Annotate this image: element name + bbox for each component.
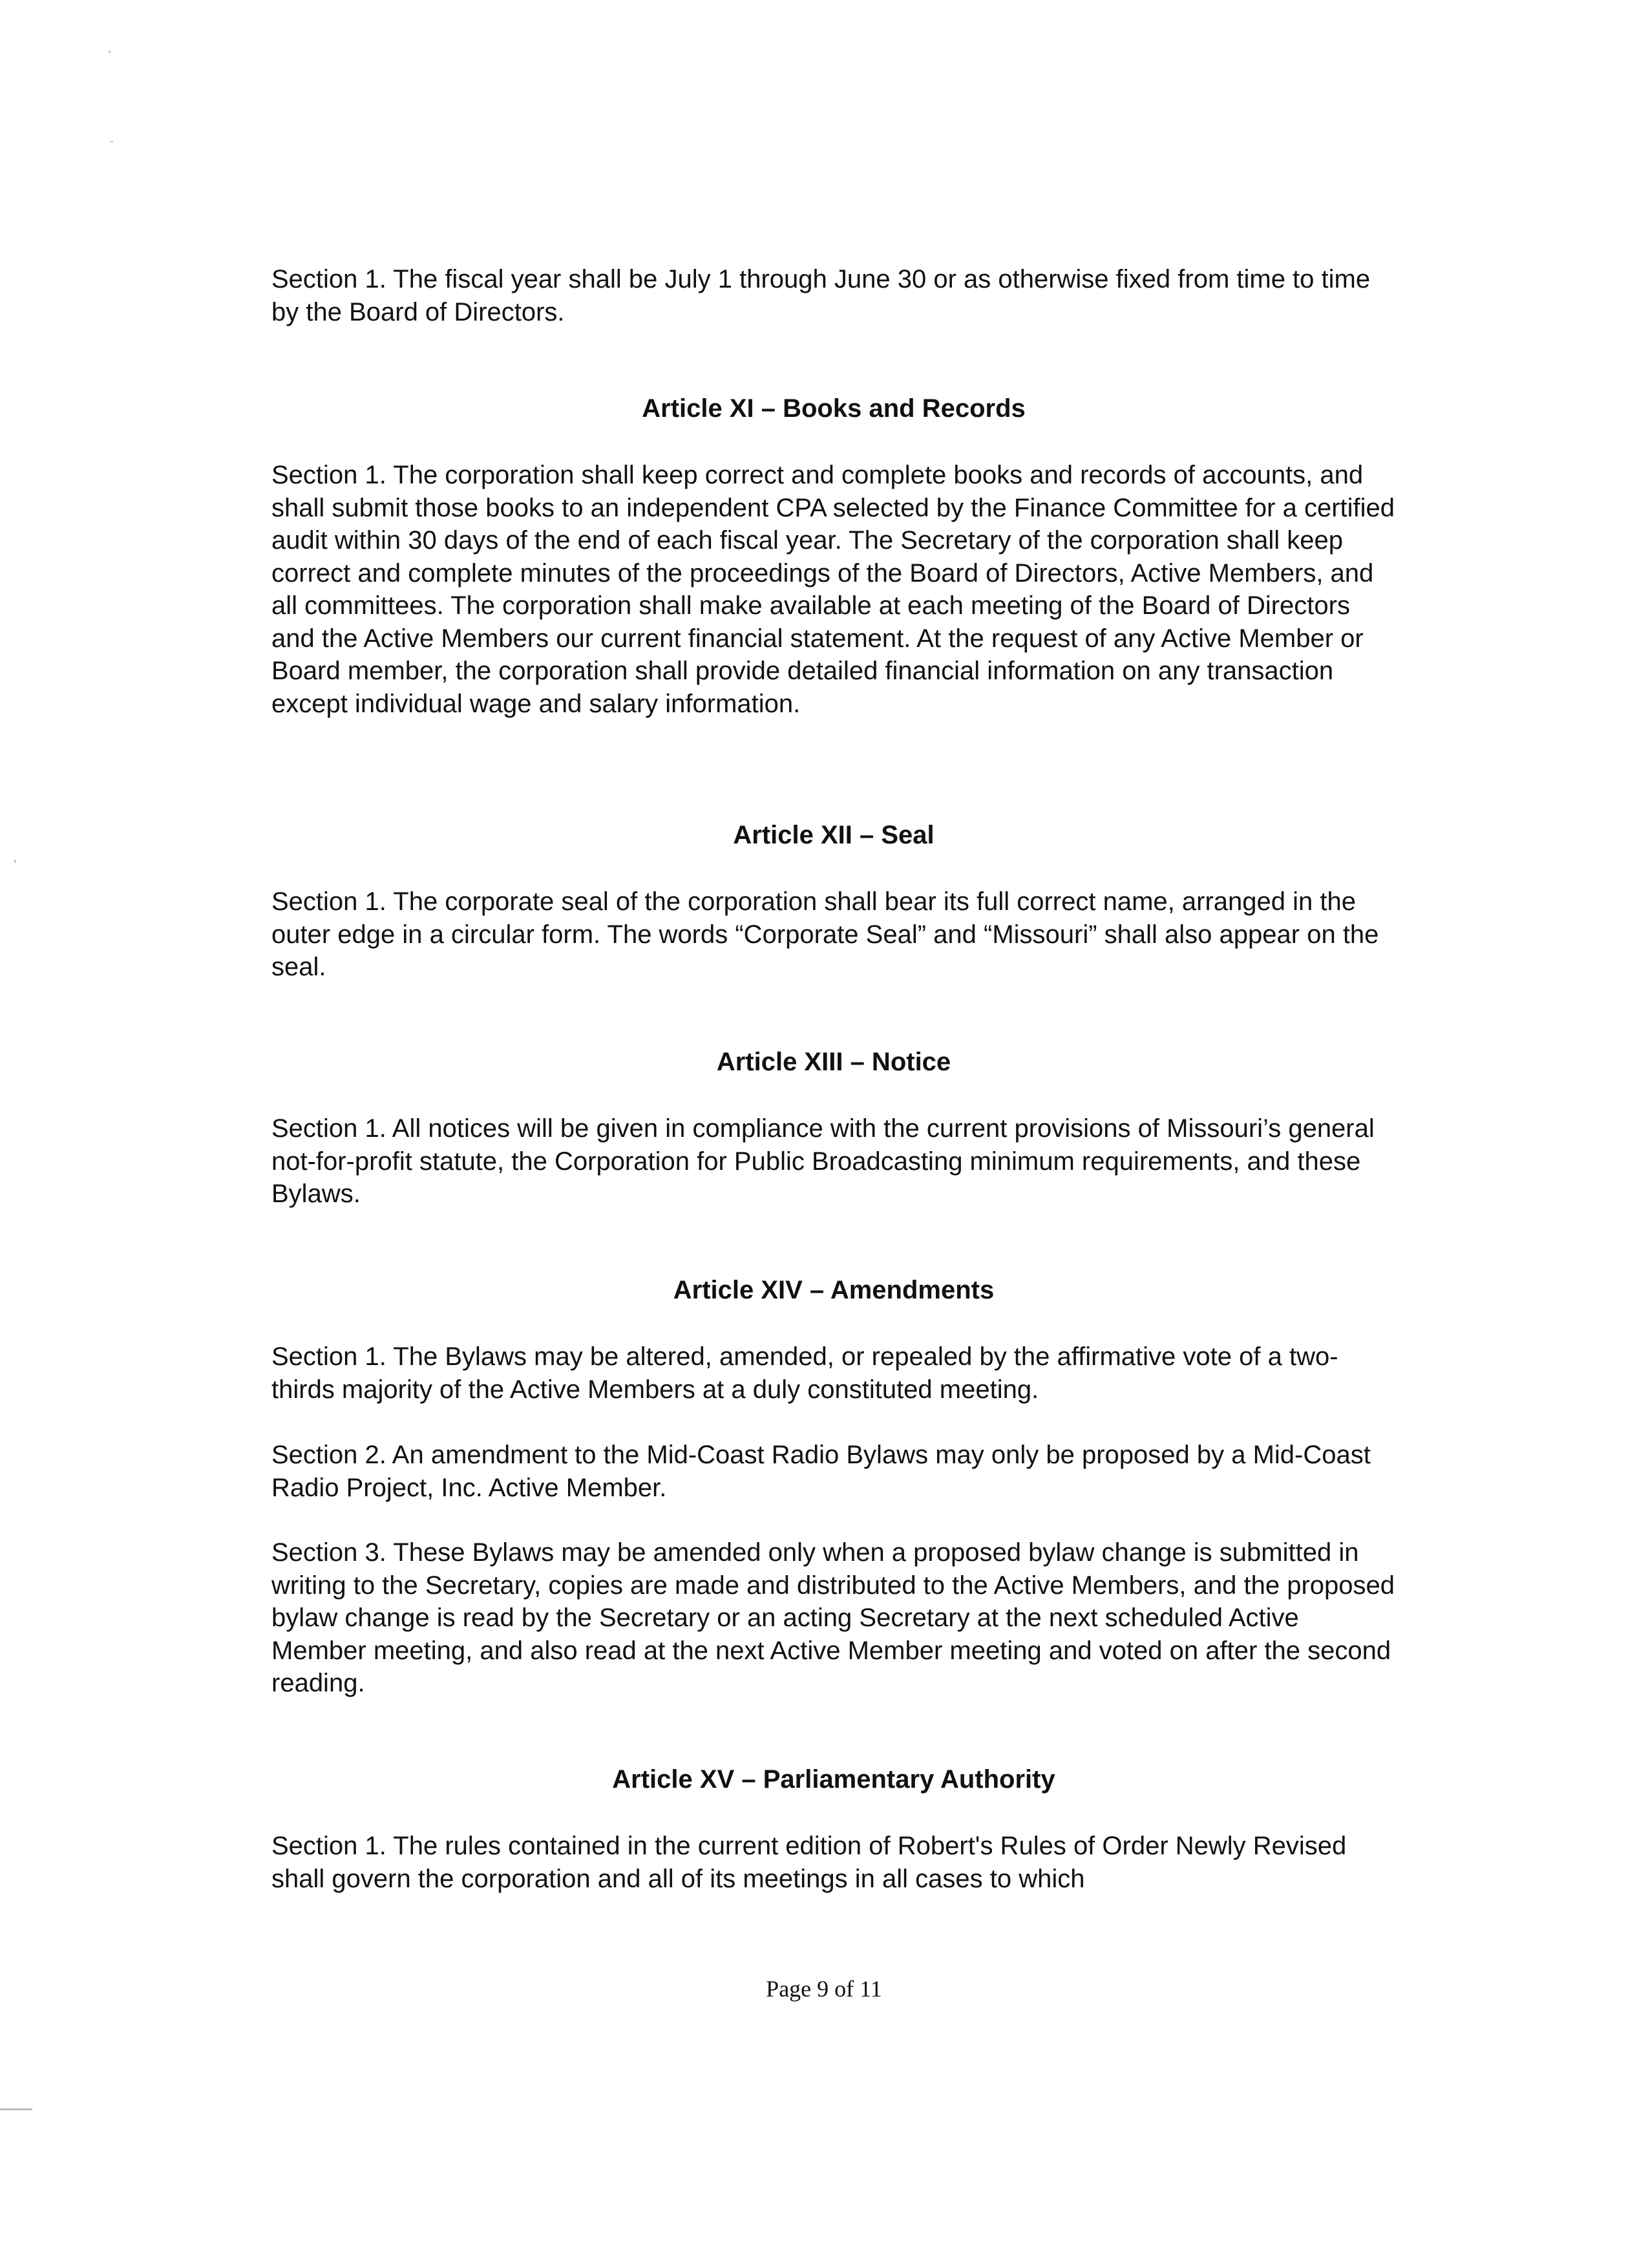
paragraph-article-xii-section-1: Section 1. The corporate seal of the corporation shall bear its full correct name, arranged in the outer edge in a circular form. The words “Corporate Seal” and “Missouri” shall also appear on the seal. bbox=[271, 887, 1379, 981]
heading-article-xiii: Article XIII – Notice bbox=[716, 1048, 951, 1076]
scan-edge-mark bbox=[0, 2108, 32, 2110]
paragraph-article-xiv-section-2: Section 2. An amendment to the Mid-Coast Radio Bylaws may only be proposed by a Mid-Coast Radio Project, Inc. Active Member. bbox=[271, 1441, 1371, 1502]
paragraph-article-xi-section-1: Section 1. The corporation shall keep correct and complete books and records of accounts, and shall submit those books to an independent CPA selected by the Finance Committee for a certified audit within 30 days of the end of each fiscal year. The Secretary of the corporation shall keep correct and complete minutes of the proceedings of the Board of Directors, Active Members, and all committees. The corporation shall make available at each meeting of the Board of Directors and the Active Members our current financial statement. At the request of any Active Member or Board member, the corporation shall provide detailed financial information on any transaction except individual wage and salary information. bbox=[271, 461, 1395, 718]
paragraph-article-xiv-section-1: Section 1. The Bylaws may be altered, amended, or repealed by the affirmative vote of a two-thirds majority of the Active Members at a duly constituted meeting. bbox=[271, 1342, 1338, 1404]
scan-speck bbox=[110, 141, 113, 142]
paragraph-article-xiii-section-1: Section 1. All notices will be given in compliance with the current provisions of Missouri’s general not-for-profit statute, the Corporation for Public Broadcasting minimum requirements, and these Bylaws. bbox=[271, 1114, 1375, 1208]
page-number-footer: Page 9 of 11 bbox=[766, 1976, 882, 2002]
heading-article-xi: Article XI – Books and Records bbox=[642, 394, 1026, 423]
paragraph-fiscal-year-section-1: Section 1. The fiscal year shall be July 1 through June 30 or as otherwise fixed from time to time by the Board of Directors. bbox=[271, 265, 1371, 326]
paragraph-article-xiv-section-3: Section 3. These Bylaws may be amended only when a proposed bylaw change is submitted in writing to the Secretary, copies are made and distributed to the Active Members, and the proposed bylaw change is read by the Secretary or an acting Secretary at the next scheduled Active Member meeting, and also read at the next Active Member meeting and voted on after the second reading. bbox=[271, 1538, 1395, 1697]
heading-article-xiv: Article XIV – Amendments bbox=[673, 1276, 995, 1304]
heading-article-xii: Article XII – Seal bbox=[733, 821, 935, 849]
scan-speck bbox=[14, 860, 16, 863]
heading-article-xv: Article XV – Parliamentary Authority bbox=[612, 1765, 1055, 1794]
paragraph-article-xv-section-1: Section 1. The rules contained in the current edition of Robert's Rules of Order Newly Revised shall govern the corporation and all of its meetings in all cases to which bbox=[271, 1832, 1347, 1893]
scan-speck bbox=[109, 50, 111, 53]
